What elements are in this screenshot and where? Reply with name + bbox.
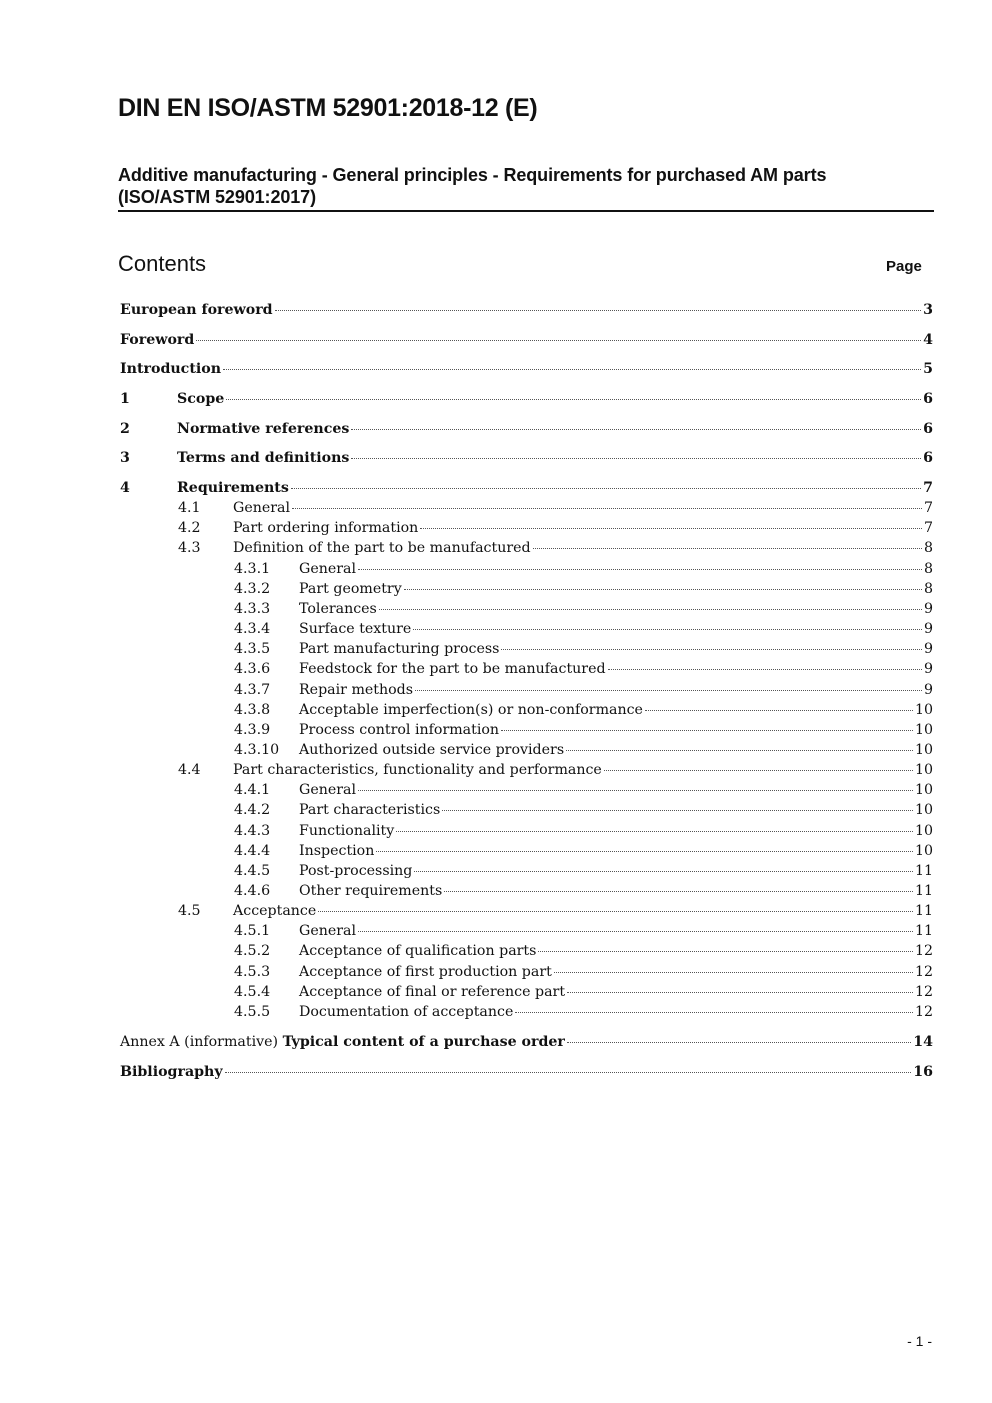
toc-entry-number: 4.3.3 [234,600,271,617]
toc-dot-leader [567,1042,911,1043]
toc-entry-page: 12 [914,963,933,980]
toc-entry-number: 4.1 [178,500,201,517]
toc-dot-leader [501,730,913,731]
toc-entry[interactable] [120,1062,933,1082]
toc-entry-number: 4.3.1 [234,560,271,577]
toc-dot-leader [604,770,913,771]
toc-entry[interactable] [120,579,933,599]
toc-entry[interactable] [120,962,933,982]
toc-entry-page: 8 [923,560,933,577]
toc-entry[interactable] [120,498,933,518]
toc-dot-leader [444,891,913,892]
subtitle-line-2: (ISO/ASTM 52901:2017) [118,187,316,207]
toc-entry[interactable] [120,921,933,941]
toc-entry-page: 10 [914,822,933,839]
toc-entry[interactable] [120,639,933,659]
toc-dot-leader [442,810,913,811]
toc-entry-label: Post-processing [299,862,413,879]
toc-entry-label: Surface texture [299,621,412,638]
toc-dot-leader [351,458,921,459]
toc-entry-page: 9 [923,641,933,658]
toc-dot-leader [608,669,922,670]
toc-entry-label: Functionality [299,822,395,839]
toc-entry-label: General [299,560,357,577]
toc-entry-page: 10 [914,802,933,819]
toc-dot-leader [318,911,913,912]
toc-dot-leader [645,710,913,711]
toc-entry-number: 4.5 [178,903,201,920]
toc-entry-number: 4.3.6 [234,661,271,678]
toc-entry-number: 4.4.1 [234,782,271,799]
toc-entry-label: Documentation of acceptance [299,1003,514,1020]
toc-entry-label: Bibliography [120,1063,223,1080]
toc-dot-leader [554,972,913,973]
toc-entry-page: 10 [914,842,933,859]
toc-entry[interactable] [120,389,933,409]
toc-dot-leader [379,609,922,610]
toc-dot-leader [501,649,922,650]
toc-entry-label [120,1032,565,1052]
contents-heading: Contents [118,251,207,276]
toc-entry[interactable] [120,1002,933,1022]
toc-entry[interactable] [120,881,933,901]
toc-entry-page: 7 [923,500,933,517]
toc-entry-page: 7 [923,520,933,537]
toc-dot-leader [566,750,913,751]
toc-entry-page: 12 [914,983,933,1000]
toc-entry[interactable] [120,359,933,379]
toc-entry-page: 16 [913,1063,933,1080]
toc-entry[interactable] [120,841,933,861]
annex-title: Typical content of a purchase order [282,1033,565,1050]
toc-dot-leader [376,851,913,852]
toc-entry-page: 9 [923,661,933,678]
toc-entry-page: 6 [923,450,933,466]
toc-entry-label: Feedstock for the part to be manufactured [299,661,606,678]
toc-entry-page: 11 [914,923,933,940]
toc-entry-page: 9 [923,681,933,698]
toc-entry[interactable] [120,720,933,740]
toc-entry-page: 10 [914,762,933,779]
toc-entry-label: Inspection [299,842,375,859]
toc-dot-leader [567,992,913,993]
toc-entry[interactable] [120,478,933,498]
toc-entry-label: General [299,782,357,799]
toc-entry-number: 4.4.2 [234,802,271,819]
toc-entry-number: 4.2 [178,520,201,537]
toc-entry-number: 4.3.2 [234,580,271,597]
toc-entry-label: Normative references [177,421,350,437]
toc-entry-page: 8 [923,540,933,557]
toc-dot-leader [396,831,913,832]
toc-entry-page: 6 [923,391,933,407]
toc-entry-label: Foreword [120,332,195,348]
toc-entry-number: 4.4.4 [234,842,271,859]
toc-dot-leader [413,629,922,630]
toc-entry[interactable] [120,448,933,468]
toc-entry-page: 10 [914,701,933,718]
toc-entry-page: 5 [923,361,933,377]
toc-entry-page: 9 [923,600,933,617]
toc-entry-page: 11 [914,903,933,920]
toc-dot-leader [415,690,922,691]
toc-entry-label: Definition of the part to be manufactured [233,540,531,557]
toc-entry-page: 11 [914,883,933,899]
toc-entry-label: Acceptable imperfection(s) or non-conformance [299,701,643,718]
toc-entry[interactable] [120,330,933,350]
toc-entry-number: 4.5.5 [234,1003,271,1020]
page-column-heading: Page [886,258,922,275]
toc-entry[interactable] [120,800,933,820]
toc-entry-number: 4.5.3 [234,963,271,980]
toc-entry-label: Acceptance [233,903,317,920]
toc-entry[interactable] [120,821,933,841]
toc-entry-number: 1 [120,391,130,407]
toc-entry[interactable] [120,538,933,558]
toc-entry[interactable] [120,659,933,679]
toc-entry-number: 4.3.4 [234,621,271,638]
toc-entry-label: General [299,923,357,940]
toc-entry[interactable] [120,861,933,881]
toc-entry[interactable] [120,941,933,961]
toc-dot-leader [538,951,913,952]
toc-entry-page: 10 [914,741,933,758]
toc-entry-page: 6 [923,421,933,437]
toc-entry[interactable] [120,982,933,1002]
toc-entry[interactable] [120,760,933,780]
toc-dot-leader [533,548,922,549]
toc-entry[interactable] [120,700,933,720]
toc-entry-number: 4.4.5 [234,862,271,879]
toc-entry-label: Part geometry [299,580,402,597]
toc-dot-leader [358,569,922,570]
toc-entry-number: 4.3.9 [234,721,271,738]
toc-entry[interactable] [120,619,933,639]
toc-entry-label: Repair methods [299,681,414,698]
toc-dot-leader [223,369,921,370]
toc-entry[interactable] [120,419,933,439]
toc-entry-number: 4.4 [178,762,201,779]
toc-dot-leader [351,429,921,430]
toc-entry-label: Part ordering information [233,520,419,537]
toc-entry-page: 11 [914,862,933,879]
toc-entry[interactable] [120,1032,933,1052]
toc-entry-page: 7 [923,480,933,496]
annex-prefix: Annex A (informative) [120,1033,283,1050]
toc-entry-page: 9 [923,621,933,638]
toc-dot-leader [414,871,913,872]
toc-entry-page: 12 [914,943,933,960]
toc-entry-number: 4 [120,480,130,496]
toc-entry[interactable] [120,300,933,320]
toc-entry-page: 10 [914,782,933,799]
toc-entry-number: 4.3.10 [234,741,280,758]
toc-entry-page: 12 [914,1003,933,1020]
toc-dot-leader [275,310,922,311]
toc-entry-number: 3 [120,450,130,466]
toc-entry-number: 4.4.3 [234,822,271,839]
toc-entry-label: Other requirements [299,883,443,899]
toc-entry-label: Acceptance of qualification parts [299,943,537,960]
toc-entry-number: 4.5.4 [234,983,271,1000]
toc-dot-leader [358,931,913,932]
toc-entry-label: European foreword [120,302,273,318]
toc-entry-label: Tolerances [299,600,377,617]
toc-dot-leader [515,1012,913,1013]
toc-entry-page: 8 [923,580,933,597]
toc-entry-label: General [233,500,291,517]
toc-entry-label: Scope [177,391,225,407]
toc-dot-leader [292,508,922,509]
toc-entry[interactable] [120,518,933,538]
toc-entry-label: Part characteristics, functionality and performance [233,762,602,779]
toc-entry-label: Part manufacturing process [299,641,500,658]
toc-dot-leader [358,790,913,791]
toc-entry-label: Acceptance of final or reference part [299,983,566,1000]
toc-entry-page: 4 [923,332,933,348]
toc-entry[interactable] [120,599,933,619]
toc-entry[interactable] [120,780,933,800]
toc-entry-page: 10 [914,721,933,738]
toc-entry-label: Acceptance of first production part [299,963,552,980]
toc-dot-leader [196,340,921,341]
toc-entry-number: 2 [120,421,130,437]
toc-entry-number: 4.5.2 [234,943,271,960]
toc-entry[interactable] [120,680,933,700]
toc-entry-number: 4.3.8 [234,701,271,718]
toc-dot-leader [291,488,921,489]
document-id-title: DIN EN ISO/ASTM 52901:2018-12 (E) [118,94,538,122]
toc-entry-page: 3 [923,302,933,318]
toc-entry-number: 4.3 [178,540,201,557]
toc-entry[interactable] [120,901,933,921]
toc-entry-page: 14 [913,1033,933,1050]
toc-entry-number: 4.3.5 [234,641,271,658]
subtitle-line-1: Additive manufacturing - General principles - Requirements for purchased AM parts [118,165,827,185]
toc-entry-number: 4.4.6 [234,883,271,899]
toc-dot-leader [404,589,922,590]
toc-entry-number: 4.5.1 [234,923,271,940]
toc-entry-label: Terms and definitions [177,450,350,466]
toc-entry-label: Process control information [299,721,500,738]
toc-entry-number: 4.3.7 [234,681,271,698]
toc-dot-leader [226,399,921,400]
toc-entry[interactable] [120,740,933,760]
toc-entry-label: Requirements [177,480,289,496]
toc-entry-label: Part characteristics [299,802,441,819]
toc-entry-label: Authorized outside service providers [299,741,565,758]
toc-dot-leader [420,528,922,529]
page-number-footer: - 1 - [907,1333,932,1349]
toc-entry-label: Introduction [120,361,222,377]
toc-dot-leader [225,1072,912,1073]
toc-entry[interactable] [120,559,933,579]
